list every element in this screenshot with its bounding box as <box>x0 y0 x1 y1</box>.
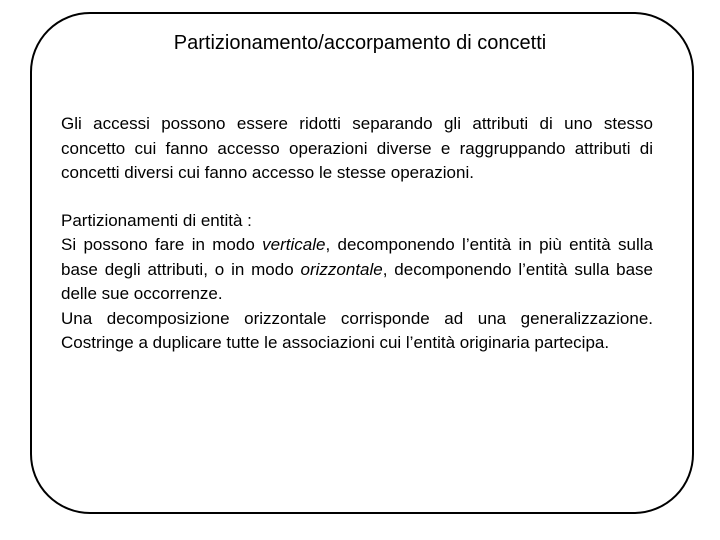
paragraph-partition <box>61 233 653 307</box>
paragraph-intro: Gli accessi possono essere ridotti separando gli attributi di uno stesso concetto cui fanno accesso operazioni diverse e raggruppando attributi di concetti diversi cui fanno accesso le stesse operazioni. <box>61 114 653 182</box>
partition-text-3: , decomponendo l’entità sulla base delle sue occorrenze. <box>61 259 653 303</box>
term-horizontal: orizzontale <box>300 259 383 279</box>
slide-body <box>61 112 653 356</box>
partition-heading: Partizionamenti di entità : <box>61 210 252 230</box>
slide-title: Partizionamento/accorpamento di concetti <box>173 32 547 54</box>
term-vertical: verticale <box>262 235 326 254</box>
partition-text-1: Si possono fare in modo <box>61 235 263 254</box>
partition-text-2: , decomponendo l’entità in più entità sulla base degli attributi, o in modo <box>61 235 653 279</box>
paragraph-generalization: Una decomposizione orizzontale corrisponde ad una generalizzazione. Costringe a duplicare tutte le associazioni cui l’entità originaria partecipa. <box>61 308 653 352</box>
